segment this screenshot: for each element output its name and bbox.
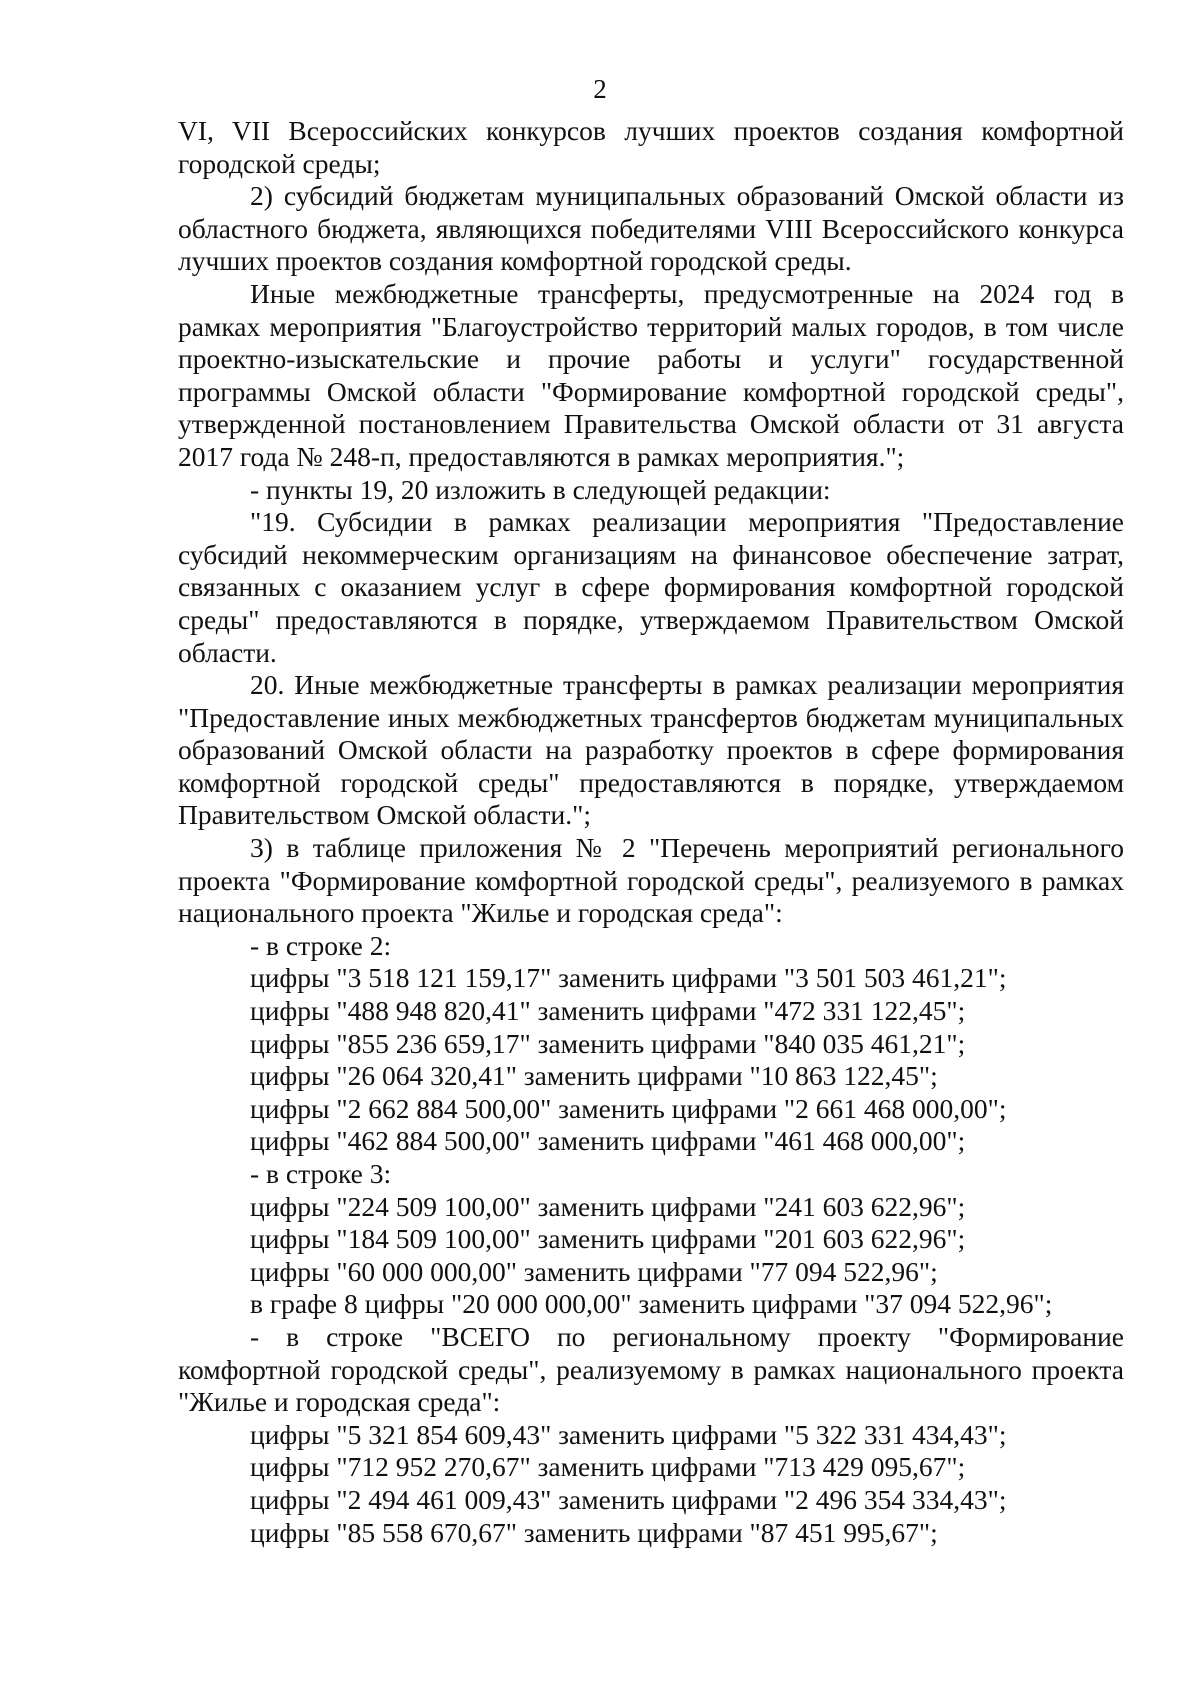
row-3-replacement: цифры "224 509 100,00" заменить цифрами "241 603 622,96"; — [250, 1190, 966, 1222]
paragraph-point-19: "19. Субсидии в рамках реализации мероприятия "Предоставление субсидий некоммерческим организациям на финансовое обеспечение затрат, связанных с оказанием услуг в сфере формирования комфортной городской среды" предоставляются в порядке, утверждаемом Правительством Омской области. — [178, 506, 1124, 668]
document-body — [178, 115, 1124, 1549]
row-2-replacement: цифры "855 236 659,17" заменить цифрами "840 035 461,21"; — [250, 1027, 966, 1059]
total-row-replacement: цифры "712 952 270,67" заменить цифрами "713 429 095,67"; — [250, 1451, 966, 1483]
total-row-replacement: цифры "5 321 854 609,43" заменить цифрами "5 322 331 434,43"; — [250, 1418, 1007, 1450]
row-2-replacement: цифры "2 662 884 500,00" заменить цифрами "2 661 468 000,00"; — [250, 1092, 1007, 1124]
row-2-replacement: цифры "3 518 121 159,17" заменить цифрами "3 501 503 461,21"; — [250, 962, 1007, 994]
row-2-heading: - в строке 2: — [250, 929, 392, 961]
paragraph-continuation: VI, VII Всероссийских конкурсов лучших проектов создания комфортной городской среды; — [178, 115, 1124, 179]
total-row-replacement: цифры "2 494 461 009,43" заменить цифрами "2 496 354 334,43"; — [250, 1483, 1007, 1515]
row-3-replacement: в графе 8 цифры "20 000 000,00" заменить цифрами "37 094 522,96"; — [250, 1288, 1053, 1320]
row-2-replacement: цифры "488 948 820,41" заменить цифрами "472 331 122,45"; — [250, 995, 966, 1027]
row-2-replacement: цифры "462 884 500,00" заменить цифрами "461 468 000,00"; — [250, 1125, 966, 1157]
paragraph-item-3-table: 3) в таблице приложения № 2 "Перечень мероприятий регионального проекта "Формирование комфортной городской среды", реализуемого в рамках национального проекта "Жилье и городская среда": — [178, 832, 1124, 929]
row-2-replacement: цифры "26 064 320,41" заменить цифрами "10 863 122,45"; — [250, 1060, 938, 1092]
paragraph-points-19-20-intro: - пункты 19, 20 изложить в следующей редакции: — [250, 473, 831, 505]
total-row-heading: - в строке "ВСЕГО по региональному проекту "Формирование комфортной городской среды", реализуемому в рамках национального проекта "Жилье и городская среда": — [178, 1320, 1124, 1418]
page-number: 2 — [593, 74, 607, 104]
paragraph-interbudget-transfers: Иные межбюджетные трансферты, предусмотренные на 2024 год в рамках мероприятия "Благоустройство территорий малых городов, в том числе проектно-изыскательские и прочие работы и услуги" государственной программы Омской области "Формирование комфортной городской среды", утвержденной постановлением Правительства Омской области от 31 августа 2017 года № 248-п, предоставляются в рамках мероприятия."; — [178, 277, 1124, 472]
paragraph-subsidies-item-2: 2) субсидий бюджетам муниципальных образований Омской области из областного бюджета, являющихся победителями VIII Всероссийского конкурса лучших проектов создания комфортной городской среды. — [178, 180, 1124, 277]
row-3-replacement: цифры "184 509 100,00" заменить цифрами "201 603 622,96"; — [250, 1223, 966, 1255]
row-3-replacement: цифры "60 000 000,00" заменить цифрами "77 094 522,96"; — [250, 1255, 938, 1287]
row-3-heading: - в строке 3: — [250, 1158, 392, 1189]
total-row-replacement: цифры "85 558 670,67" заменить цифрами "87 451 995,67"; — [250, 1516, 938, 1548]
paragraph-point-20: 20. Иные межбюджетные трансферты в рамках реализации мероприятия "Предоставление иных межбюджетных трансфертов бюджетам муниципальных образований Омской области на разработку проектов в сфере формирования комфортной городской среды" предоставляются в порядке, утверждаемом Правительством Омской области."; — [178, 669, 1124, 831]
